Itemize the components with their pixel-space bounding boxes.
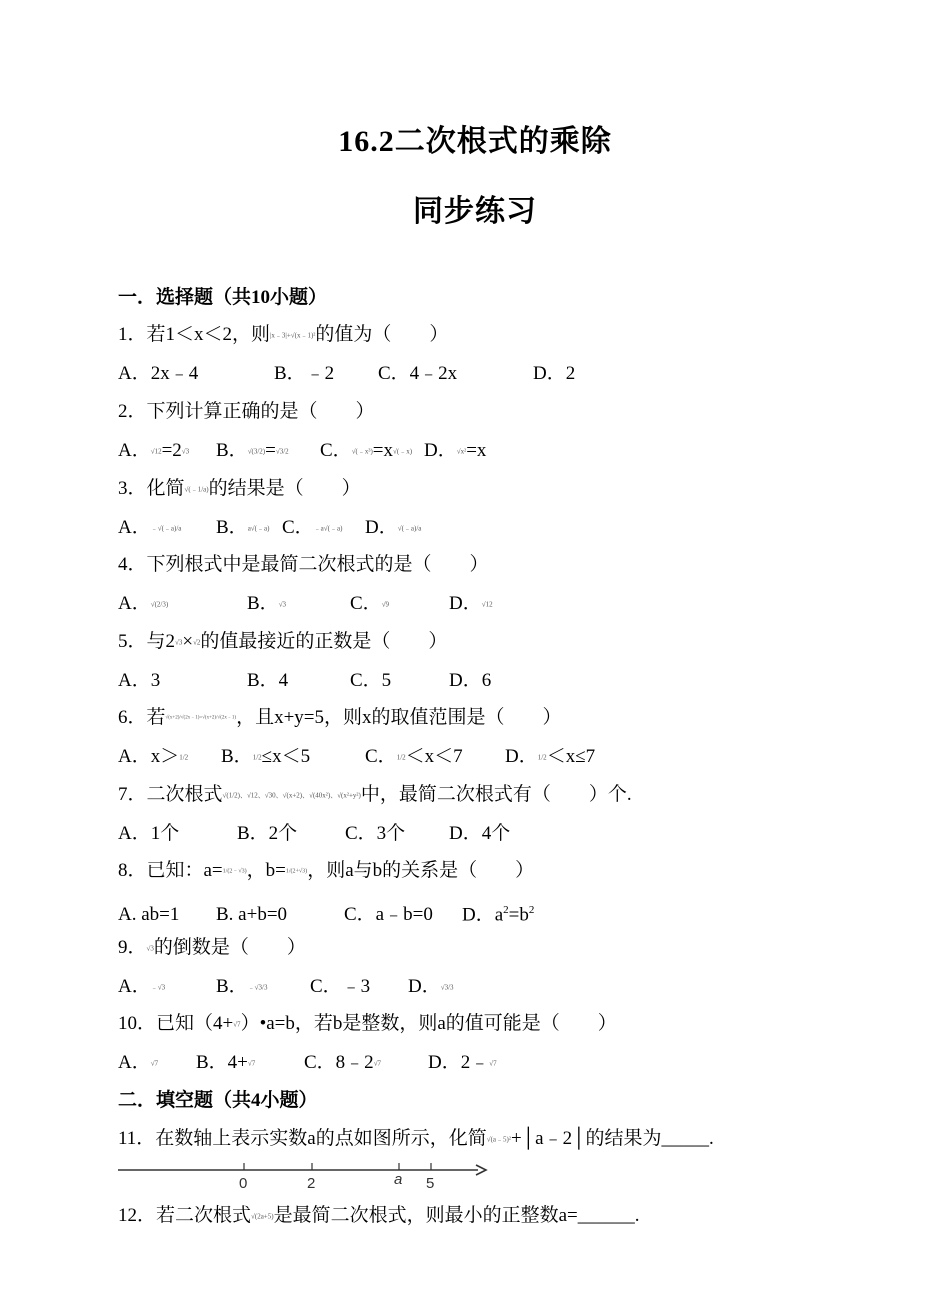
- question-11: 11．在数轴上表示实数a的点如图所示，化简√(a﹣5)²+│a﹣2│的结果为_____.: [118, 1128, 714, 1149]
- q8-option-d: D．$a^2=b^2$: [462, 904, 535, 926]
- q7-option-b: B．2个: [237, 823, 298, 844]
- page-title: 16.2二次根式的乘除: [338, 125, 612, 158]
- q1-option-b: B．﹣2: [274, 363, 335, 384]
- question-9: 9．√3的倒数是（ ）: [118, 937, 306, 958]
- question-10: 10．已知（4+√7）•a=b，若b是整数，则a的值可能是（ ）: [118, 1013, 617, 1034]
- question-6: 6．若√(x+2)/√(2x﹣1)=√(x+2)/√(2x﹣1)，且x+y=5，则x的取值范围是（ ）: [118, 707, 562, 728]
- answers-1: [118, 362, 575, 386]
- q5-option-c: C．5: [350, 670, 392, 691]
- q10-option-d: D．2﹣√7: [428, 1052, 497, 1073]
- page-subtitle: 同步练习: [413, 195, 537, 228]
- q3-option-d: D．√(﹣a)/a: [365, 517, 422, 538]
- question-4: 4．下列根式中是最简二次根式的是（ ）: [118, 554, 489, 575]
- answers-10: [118, 1051, 497, 1076]
- q8-option-a: A. ab=1: [118, 904, 180, 926]
- answers-2: [118, 439, 486, 464]
- q3-prefix: 3．化简: [118, 478, 185, 499]
- question-7: 7．二次根式√(1/2)、√12、√30、√(x+2)、√(40x²)、√(x²+y²)中，最简二次根式有（ ）个.: [118, 784, 632, 805]
- number-line-figure: [116, 1160, 496, 1194]
- q6-option-a: A．x＞1/2: [118, 746, 189, 767]
- q9-option-b: B．﹣√3/3: [216, 976, 268, 997]
- answers-4: [118, 592, 493, 617]
- tick-label-0: 0: [239, 1175, 248, 1192]
- q3-option-b: B．a√(﹣a): [216, 517, 270, 538]
- answers-9: [118, 975, 454, 1000]
- q1-suffix: 的值为（ ）: [315, 324, 449, 345]
- q2-option-a: A．√12=2√3: [118, 440, 190, 461]
- q1-prefix: 1．若1＜x＜2，则: [118, 324, 271, 345]
- question-8: 8．已知：a=1/(2﹣√3)，b=1/(2+√3)，则a与b的关系是（ ）: [118, 860, 535, 881]
- q10-option-b: B．4+√7: [196, 1052, 256, 1073]
- answers-3: [118, 516, 421, 541]
- answers-5: [118, 669, 491, 693]
- q7-option-d: D．4个: [449, 823, 511, 844]
- q1-option-c: C．4﹣2x: [378, 363, 458, 384]
- q7-option-c: C．3个: [345, 823, 406, 844]
- answers-8: [118, 898, 534, 927]
- q2-option-c: C．√(﹣x³)=x√(﹣x): [320, 440, 413, 461]
- q10-option-a: A．√7: [118, 1052, 159, 1073]
- q9-option-d: D．√3/3: [408, 976, 454, 997]
- q5-option-d: D．6: [449, 670, 492, 691]
- section-choice-heading: 一．选择题（共10小题）: [118, 287, 328, 308]
- question-12: 12．若二次根式√(2a+5)是最简二次根式，则最小的正整数a=______.: [118, 1205, 640, 1226]
- question-5: 5．与2√3×√2的值最接近的正数是（ ）: [118, 631, 448, 652]
- q6-option-b: B．1/2≤x＜5: [221, 746, 311, 767]
- q3-option-a: A．﹣√(﹣a)/a: [118, 517, 182, 538]
- q8-option-b: B. a+b=0: [216, 904, 288, 926]
- q6-option-d: D．1/2＜x≤7: [505, 746, 596, 767]
- q2-option-d: D．√x²=x: [424, 440, 487, 461]
- q4-option-b: B．√3: [247, 593, 287, 614]
- answers-7: [118, 822, 510, 846]
- q1-option-a: A．2x﹣4: [118, 363, 199, 384]
- q3-suffix: 的结果是（ ）: [208, 478, 361, 499]
- q3-formula: √(﹣1/a): [184, 485, 209, 494]
- q5-option-a: A．3: [118, 670, 161, 691]
- section-fill-heading: 二．填空题（共4小题）: [118, 1090, 318, 1111]
- q4-option-c: C．√9: [350, 593, 390, 614]
- q6-option-c: C．1/2＜x＜7: [365, 746, 463, 767]
- q10-option-c: C．8﹣2√7: [304, 1052, 382, 1073]
- question-3: [118, 477, 361, 502]
- question-2: 2．下列计算正确的是（ ）: [118, 401, 375, 422]
- q1-formula: |x﹣3|+√(x﹣1)²: [270, 331, 316, 340]
- tick-label-2: 2: [307, 1175, 316, 1192]
- q1-option-d: D．2: [533, 363, 576, 384]
- q4-option-d: D．√12: [449, 593, 493, 614]
- q9-option-c: C．﹣3: [310, 976, 371, 997]
- q3-option-c: C．﹣a√(﹣a): [282, 517, 343, 538]
- q7-option-a: A．1个: [118, 823, 180, 844]
- q2-option-b: B．√(3/2)=√3/2: [216, 440, 289, 461]
- tick-label-5: 5: [426, 1175, 435, 1192]
- answers-6: [118, 745, 595, 770]
- tick-label-a: a: [394, 1171, 403, 1188]
- q9-option-a: A．﹣√3: [118, 976, 166, 997]
- q8-option-c: C．a﹣b=0: [344, 904, 433, 926]
- q5-option-b: B．4: [247, 670, 289, 691]
- question-1: [118, 323, 448, 348]
- q4-option-a: A．√(2/3): [118, 593, 169, 614]
